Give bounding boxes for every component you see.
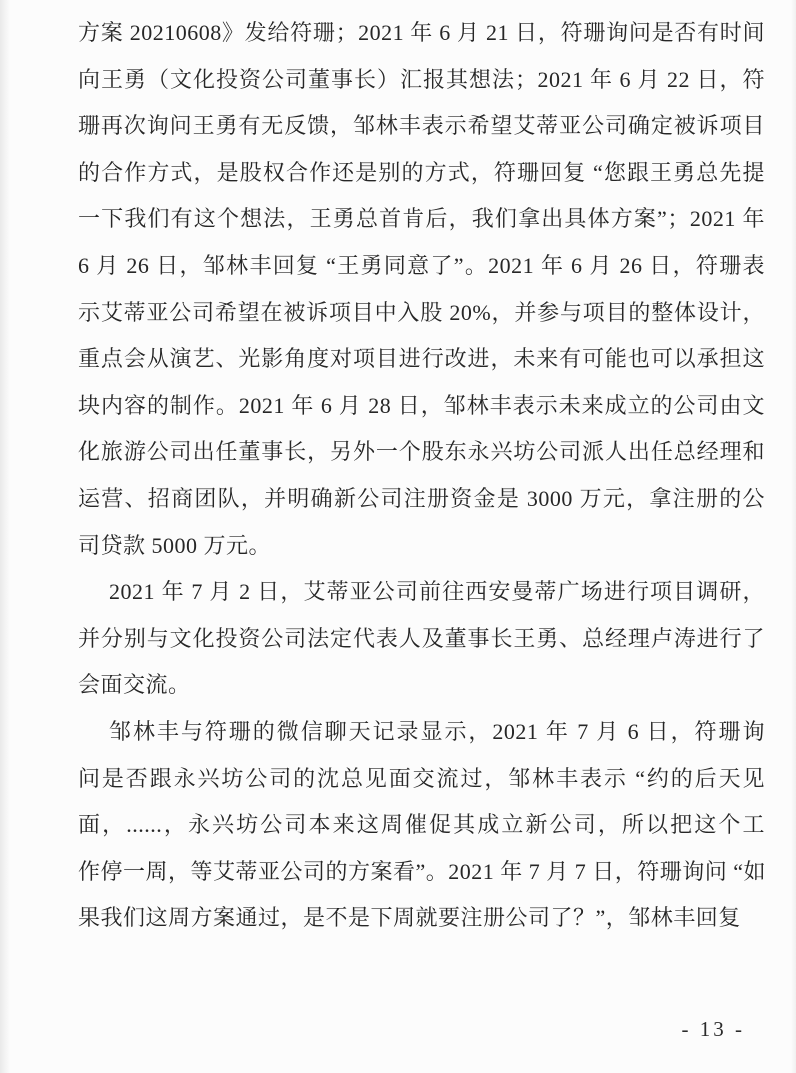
text-line: 珊再次询问王勇有无反馈，邹林丰表示希望艾蒂亚公司确定被诉项目	[78, 113, 765, 139]
text-block	[78, 10, 765, 942]
text-line: 面，......，永兴坊公司本来这周催促其成立新公司，所以把这个工	[78, 812, 765, 838]
text-line: 方案 20210608》发给符珊；2021 年 6 月 21 日，符珊询问是否有时间	[78, 20, 765, 45]
text-line: 的合作方式，是股权合作还是别的方式，符珊回复 “您跟王勇总先提	[78, 159, 765, 185]
text-line: 运营、招商团队，并明确新公司注册资金是 3000 万元，拿注册的公	[78, 485, 765, 511]
text-line: 示艾蒂亚公司希望在被诉项目中入股 20%，并参与项目的整体设计，	[78, 299, 765, 325]
text-line: 向王勇（文化投资公司董事长）汇报其想法；2021 年 6 月 22 日，符	[78, 66, 765, 92]
text-line: 块内容的制作。2021 年 6 月 28 日，邹林丰表示未来成立的公司由文	[78, 392, 765, 418]
text-line: 会面交流。	[78, 672, 191, 698]
text-line: 6 月 26 日，邹林丰回复 “王勇同意了”。2021 年 6 月 26 日，符珊表	[78, 252, 765, 278]
text-line: 作停一周，等艾蒂亚公司的方案看”。2021 年 7 月 7 日，符珊询问 “如	[78, 858, 767, 884]
text-line: 一下我们有这个想法，王勇总首肯后，我们拿出具体方案”；2021 年	[78, 206, 765, 232]
text-line paragraph-start: 2021 年 7 月 2 日，艾蒂亚公司前往西安曼蒂广场进行项目调研，	[109, 579, 765, 605]
text-line: 果我们这周方案通过，是不是下周就要注册公司了？”，邹林丰回复	[78, 905, 741, 931]
page-number: - 13 -	[681, 1017, 745, 1041]
text-line: 司贷款 5000 万元。	[78, 532, 272, 558]
text-line: 并分别与文化投资公司法定代表人及董事长王勇、总经理卢涛进行了	[78, 625, 765, 651]
text-line: 问是否跟永兴坊公司的沈总见面交流过，邹林丰表示 “约的后天见	[78, 765, 765, 791]
text-line paragraph-start: 邹林丰与符珊的微信聊天记录显示，2021 年 7 月 6 日，符珊询	[109, 718, 765, 744]
text-line: 化旅游公司出任董事长，另外一个股东永兴坊公司派人出任总经理和	[78, 439, 765, 465]
text-line: 重点会从演艺、光影角度对项目进行改进，未来有可能也可以承担这	[78, 346, 765, 372]
